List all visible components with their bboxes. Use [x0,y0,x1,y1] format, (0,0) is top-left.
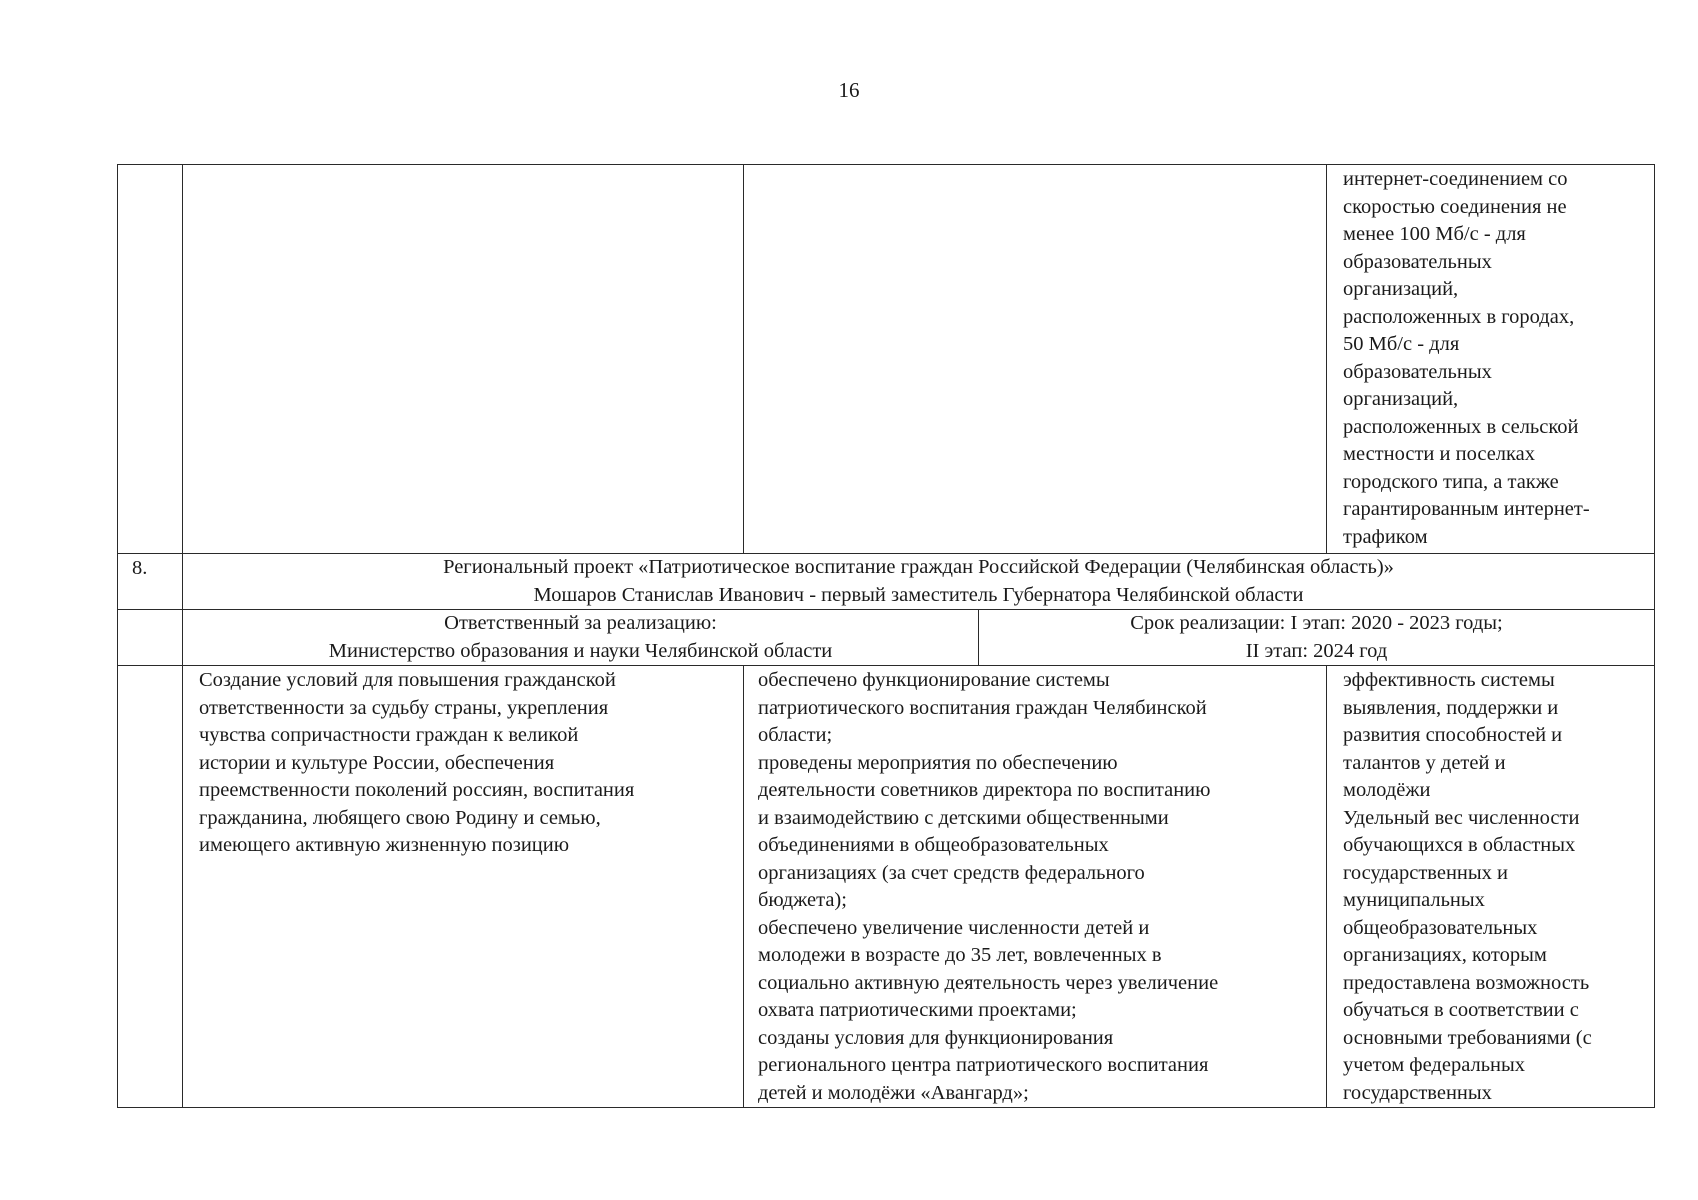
cell-goal-empty [183,165,744,554]
cell-number-empty [118,165,183,554]
page-number: 16 [838,78,860,102]
term-line-1: Срок реализации: I этап: 2020 - 2023 годы; [1130,612,1503,634]
term-line-2: II этап: 2024 год [1245,639,1388,662]
goal-cell [183,666,744,1108]
text-line: муниципальных [1343,889,1485,911]
text-line: гарантированным интернет- [1343,498,1590,520]
text-line: организациях, которым [1343,944,1547,966]
text-line: патриотического воспитания граждан Челябинской [758,696,1207,719]
text-line: менее 100 Мб/с - для [1343,223,1526,245]
text-line: преемственности поколений россиян, воспитания [199,779,635,801]
text-line: организациях (за счет средств федерального [758,861,1145,884]
text-line: созданы условия для функционирования [758,1026,1114,1049]
text-line: эффективность системы [1343,669,1555,691]
continuation-row [118,165,1655,554]
term-cell [979,610,1655,666]
text-line: Создание условий для повышения гражданской [199,669,616,691]
text-line: бюджета); [758,889,847,911]
content-row [118,666,1655,1108]
text-line: расположенных в городах, [1343,305,1575,328]
text-line: организаций, [1343,278,1459,300]
text-line: и взаимодействию с детскими общественными [758,806,1169,829]
text-line: развития способностей и [1343,724,1563,746]
program-table [117,164,1655,1108]
responsible-row [118,610,1655,666]
text-line: выявления, поддержки и [1343,696,1559,719]
cell-results-empty [744,165,1327,554]
text-line: области; [758,724,833,746]
text-line: деятельности советников директора по воспитанию [758,779,1211,801]
text-line: учетом федеральных [1343,1054,1526,1076]
text-line: имеющего активную жизненную позицию [199,834,570,856]
cell-number-empty [118,666,183,1108]
text-line: обучающихся в областных [1343,834,1576,856]
text-line: проведены мероприятия по обеспечению [758,751,1118,774]
text-line: государственных [1343,1081,1492,1104]
row-number: 8. [118,554,183,610]
text-line: образовательных [1343,360,1492,383]
text-line: детей и молодёжи «Авангард»; [758,1081,1029,1104]
text-line: Удельный вес численности [1343,806,1580,829]
text-line: предоставлена возможность [1343,971,1590,994]
text-line: государственных и [1343,861,1509,884]
text-line: регионального центра патриотического воспитания [758,1054,1209,1076]
text-line: трафиком [1343,525,1428,548]
text-line: ответственности за судьбу страны, укрепления [199,696,609,719]
text-line: истории и культуре России, обеспечения [199,751,555,774]
text-line: местности и поселках [1343,443,1536,465]
results-cell [744,666,1327,1108]
text-line: обеспечено увеличение численности детей и [758,916,1150,939]
text-line: гражданина, любящего свою Родину и семью, [199,806,601,829]
text-line: талантов у детей и [1343,751,1506,774]
text-line: социально активную деятельность через увеличение [758,971,1219,994]
text-line: городского типа, а также [1343,470,1559,493]
project-title: Региональный проект «Патриотическое воспитание граждан Российской Федерации (Челябинская область)» [443,556,1394,578]
project-header-cell [183,554,1655,610]
text-line: 50 Мб/с - для [1343,333,1460,355]
indicators-cell [1327,666,1655,1108]
text-line: интернет-соединением со [1343,168,1568,190]
text-line: молодежи в возрасте до 35 лет, вовлеченных в [758,944,1162,966]
text-line: основными требованиями (с [1343,1026,1592,1049]
text-line: образовательных [1343,250,1492,273]
text-line: объединениями в общеобразовательных [758,834,1109,856]
text-line: обучаться в соответствии с [1343,999,1579,1021]
cell-indicators-continuation [1327,165,1655,554]
responsible-organization: Министерство образования и науки Челябинской области [328,639,833,662]
text-line: охвата патриотическими проектами; [758,999,1077,1021]
text-line: общеобразовательных [1343,916,1538,939]
cell-number-empty [118,610,183,666]
text-line: чувства сопричастности граждан к великой [199,724,579,746]
text-line: скоростью соединения не [1343,195,1567,218]
responsible-label: Ответственный за реализацию: [444,612,717,634]
project-head: Мошаров Станислав Иванович - первый заместитель Губернатора Челябинской области [533,583,1304,606]
text-line: расположенных в сельской [1343,415,1579,438]
text-line: обеспечено функционирование системы [758,669,1110,691]
text-line: молодёжи [1343,779,1431,801]
text-line: организаций, [1343,388,1459,410]
project-row [118,554,1655,610]
responsible-cell [183,610,979,666]
